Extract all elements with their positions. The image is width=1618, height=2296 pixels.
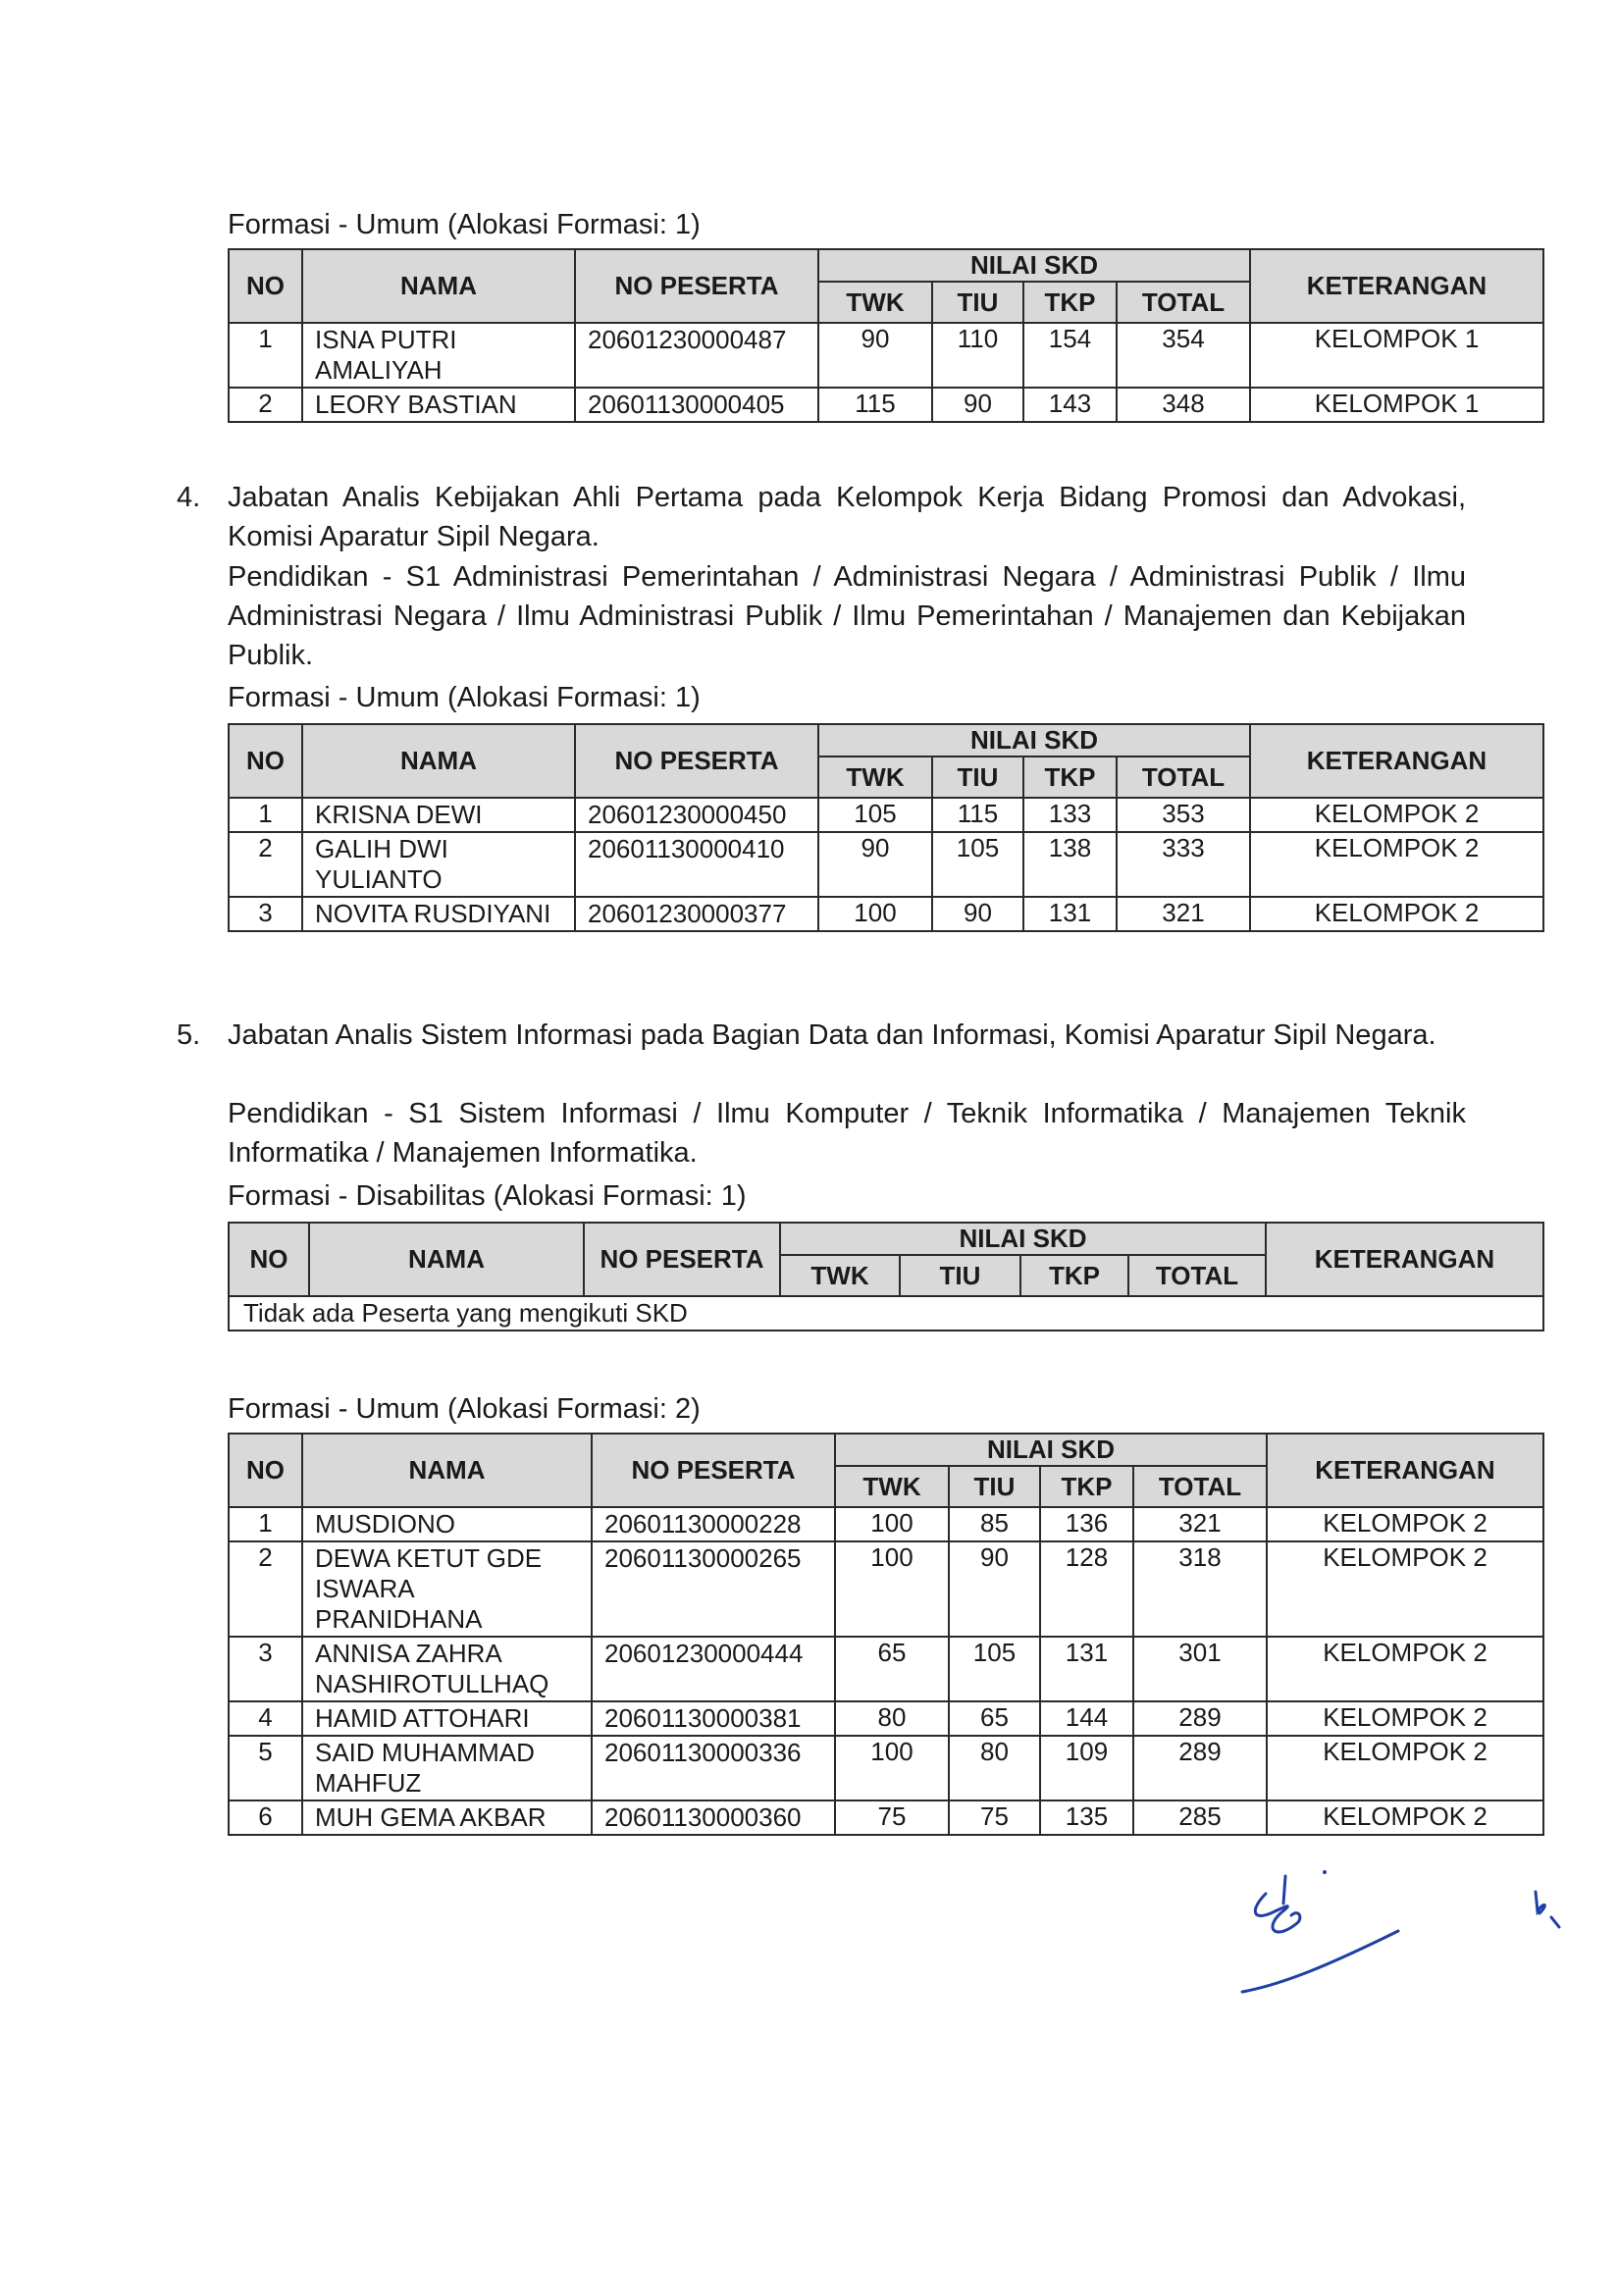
cell-keterangan: KELOMPOK 1: [1250, 323, 1543, 388]
table-row: [229, 1507, 1543, 1541]
header-tiu: TIU: [932, 757, 1023, 798]
cell-tiu: 110: [932, 323, 1023, 388]
cell-no-peserta: 20601230000377: [575, 897, 818, 931]
table-row: [229, 1637, 1543, 1701]
cell-nama: ISNA PUTRI AMALIYAH: [302, 323, 575, 388]
header-twk: TWK: [780, 1255, 900, 1296]
header-total: TOTAL: [1133, 1466, 1267, 1507]
item-number: 5.: [177, 1019, 201, 1051]
cell-twk: 80: [835, 1701, 949, 1736]
cell-nama: HAMID ATTOHARI: [302, 1701, 592, 1736]
cell-no-peserta: 20601130000381: [592, 1701, 835, 1736]
cell-no-peserta: 20601130000405: [575, 388, 818, 422]
cell-tiu: 105: [932, 832, 1023, 897]
header-total: TOTAL: [1128, 1255, 1266, 1296]
cell-no-peserta: 20601230000444: [592, 1637, 835, 1701]
header-nilai-skd: NILAI SKD: [780, 1223, 1266, 1255]
cell-no: 3: [229, 1637, 302, 1701]
header-no: NO: [229, 724, 302, 798]
cell-keterangan: KELOMPOK 2: [1267, 1637, 1543, 1701]
header-nama: NAMA: [302, 724, 575, 798]
cell-total: 301: [1133, 1637, 1267, 1701]
cell-nama: GALIH DWI YULIANTO: [302, 832, 575, 897]
cell-keterangan: KELOMPOK 2: [1267, 1800, 1543, 1835]
cell-total: 321: [1133, 1507, 1267, 1541]
item-number: 4.: [177, 482, 201, 513]
cell-keterangan: KELOMPOK 1: [1250, 388, 1543, 422]
cell-tiu: 80: [949, 1736, 1040, 1800]
cell-twk: 115: [818, 388, 932, 422]
header-tkp: TKP: [1023, 757, 1117, 798]
header-no-peserta: NO PESERTA: [584, 1223, 780, 1296]
cell-tkp: 143: [1023, 388, 1117, 422]
cell-total: 318: [1133, 1541, 1267, 1637]
cell-nama: ANNISA ZAHRA NASHIROTULLHAQ: [302, 1637, 592, 1701]
empty-message: Tidak ada Peserta yang mengikuti SKD: [229, 1296, 1543, 1331]
cell-no: 1: [229, 798, 302, 832]
cell-no: 2: [229, 388, 302, 422]
cell-tkp: 138: [1023, 832, 1117, 897]
cell-no: 1: [229, 323, 302, 388]
cell-nama: SAID MUHAMMAD MAHFUZ: [302, 1736, 592, 1800]
score-table-section-4: [228, 723, 1550, 932]
cell-no-peserta: 20601130000228: [592, 1507, 835, 1541]
cell-no: 4: [229, 1701, 302, 1736]
cell-keterangan: KELOMPOK 2: [1267, 1507, 1543, 1541]
cell-keterangan: KELOMPOK 2: [1250, 798, 1543, 832]
handwritten-initial-icon: [1526, 1884, 1570, 1933]
cell-tiu: 90: [932, 897, 1023, 931]
cell-twk: 65: [835, 1637, 949, 1701]
header-no-peserta: NO PESERTA: [575, 249, 818, 323]
header-keterangan: KETERANGAN: [1250, 724, 1543, 798]
cell-tkp: 109: [1040, 1736, 1133, 1800]
cell-tiu: 65: [949, 1701, 1040, 1736]
cell-tiu: 85: [949, 1507, 1040, 1541]
cell-keterangan: KELOMPOK 2: [1267, 1736, 1543, 1800]
cell-twk: 90: [818, 323, 932, 388]
table-row: [229, 1736, 1543, 1800]
cell-no: 1: [229, 1507, 302, 1541]
cell-nama: KRISNA DEWI: [302, 798, 575, 832]
cell-tkp: 136: [1040, 1507, 1133, 1541]
cell-twk: 75: [835, 1800, 949, 1835]
cell-total: 353: [1117, 798, 1250, 832]
cell-no: 6: [229, 1800, 302, 1835]
score-table-section-a: [228, 248, 1550, 423]
cell-tkp: 144: [1040, 1701, 1133, 1736]
score-table-section-5-umum: [228, 1433, 1550, 1836]
header-twk: TWK: [818, 757, 932, 798]
handwritten-signature-icon: [1227, 1864, 1423, 2011]
header-keterangan: KETERANGAN: [1250, 249, 1543, 323]
header-nilai-skd: NILAI SKD: [835, 1434, 1267, 1466]
cell-total: 285: [1133, 1800, 1267, 1835]
cell-tiu: 90: [932, 388, 1023, 422]
table-row: [229, 798, 1543, 832]
pendidikan-text: Pendidikan - S1 Sistem Informasi / Ilmu Komputer / Teknik Informatika / Manajemen Teknik Informatika / Manajemen Informatika.: [228, 1098, 1466, 1169]
header-total: TOTAL: [1117, 282, 1250, 323]
cell-tiu: 115: [932, 798, 1023, 832]
cell-no-peserta: 20601230000487: [575, 323, 818, 388]
table-row: [229, 388, 1543, 422]
cell-tkp: 131: [1023, 897, 1117, 931]
cell-no-peserta: 20601130000265: [592, 1541, 835, 1637]
cell-nama: DEWA KETUT GDE ISWARA PRANIDHANA: [302, 1541, 592, 1637]
cell-tkp: 128: [1040, 1541, 1133, 1637]
cell-total: 348: [1117, 388, 1250, 422]
cell-tiu: 75: [949, 1800, 1040, 1835]
header-nama: NAMA: [309, 1223, 584, 1296]
cell-total: 289: [1133, 1736, 1267, 1800]
cell-no: 2: [229, 832, 302, 897]
formasi-caption: Formasi - Umum (Alokasi Formasi: 2): [228, 1393, 701, 1425]
cell-nama: MUSDIONO: [302, 1507, 592, 1541]
cell-tkp: 131: [1040, 1637, 1133, 1701]
cell-no-peserta: 20601130000360: [592, 1800, 835, 1835]
header-no-peserta: NO PESERTA: [575, 724, 818, 798]
table-row: [229, 1296, 1543, 1331]
header-keterangan: KETERANGAN: [1266, 1223, 1543, 1296]
header-nama: NAMA: [302, 249, 575, 323]
cell-keterangan: KELOMPOK 2: [1250, 832, 1543, 897]
cell-twk: 105: [818, 798, 932, 832]
cell-keterangan: KELOMPOK 2: [1267, 1701, 1543, 1736]
header-nilai-skd: NILAI SKD: [818, 249, 1250, 282]
table-row: [229, 1541, 1543, 1637]
header-total: TOTAL: [1117, 757, 1250, 798]
formasi-caption: Formasi - Umum (Alokasi Formasi: 1): [228, 682, 701, 713]
formasi-caption: Formasi - Disabilitas (Alokasi Formasi: 1): [228, 1180, 747, 1212]
header-no: NO: [229, 1434, 302, 1507]
cell-nama: LEORY BASTIAN: [302, 388, 575, 422]
cell-tiu: 90: [949, 1541, 1040, 1637]
cell-twk: 100: [835, 1541, 949, 1637]
cell-twk: 90: [818, 832, 932, 897]
cell-total: 354: [1117, 323, 1250, 388]
cell-tiu: 105: [949, 1637, 1040, 1701]
cell-no-peserta: 20601130000336: [592, 1736, 835, 1800]
header-no-peserta: NO PESERTA: [592, 1434, 835, 1507]
header-tiu: TIU: [900, 1255, 1020, 1296]
cell-total: 321: [1117, 897, 1250, 931]
cell-tkp: 133: [1023, 798, 1117, 832]
table-row: [229, 1800, 1543, 1835]
cell-nama: NOVITA RUSDIYANI: [302, 897, 575, 931]
table-row: [229, 1701, 1543, 1736]
header-nama: NAMA: [302, 1434, 592, 1507]
jabatan-text: Jabatan Analis Kebijakan Ahli Pertama pada Kelompok Kerja Bidang Promosi dan Advokasi, Komisi Aparatur Sipil Negara.: [228, 482, 1466, 552]
cell-nama: MUH GEMA AKBAR: [302, 1800, 592, 1835]
header-no: NO: [229, 1223, 309, 1296]
header-tiu: TIU: [949, 1466, 1040, 1507]
cell-keterangan: KELOMPOK 2: [1250, 897, 1543, 931]
cell-tkp: 135: [1040, 1800, 1133, 1835]
formasi-caption: Formasi - Umum (Alokasi Formasi: 1): [228, 209, 701, 240]
header-tkp: TKP: [1023, 282, 1117, 323]
cell-no: 2: [229, 1541, 302, 1637]
cell-keterangan: KELOMPOK 2: [1267, 1541, 1543, 1637]
header-keterangan: KETERANGAN: [1267, 1434, 1543, 1507]
jabatan-text: Jabatan Analis Sistem Informasi pada Bagian Data dan Informasi, Komisi Aparatur Sipil Negara.: [228, 1019, 1436, 1051]
score-table-section-5-disabilitas: [228, 1222, 1550, 1331]
cell-twk: 100: [835, 1507, 949, 1541]
cell-no-peserta: 20601130000410: [575, 832, 818, 897]
cell-total: 333: [1117, 832, 1250, 897]
cell-no: 3: [229, 897, 302, 931]
cell-tkp: 154: [1023, 323, 1117, 388]
cell-total: 289: [1133, 1701, 1267, 1736]
cell-no: 5: [229, 1736, 302, 1800]
header-twk: TWK: [835, 1466, 949, 1507]
pendidikan-text: Pendidikan - S1 Administrasi Pemerintahan / Administrasi Negara / Administrasi Publik / Ilmu Administrasi Negara / Ilmu Administrasi Publik / Ilmu Pemerintahan / Manajemen dan Kebijakan Publik.: [228, 561, 1466, 671]
cell-twk: 100: [818, 897, 932, 931]
header-tiu: TIU: [932, 282, 1023, 323]
table-row: [229, 897, 1543, 931]
header-twk: TWK: [818, 282, 932, 323]
cell-no-peserta: 20601230000450: [575, 798, 818, 832]
header-tkp: TKP: [1040, 1466, 1133, 1507]
header-nilai-skd: NILAI SKD: [818, 724, 1250, 757]
header-tkp: TKP: [1020, 1255, 1128, 1296]
table-row: [229, 323, 1543, 388]
cell-twk: 100: [835, 1736, 949, 1800]
header-no: NO: [229, 249, 302, 323]
table-row: [229, 832, 1543, 897]
